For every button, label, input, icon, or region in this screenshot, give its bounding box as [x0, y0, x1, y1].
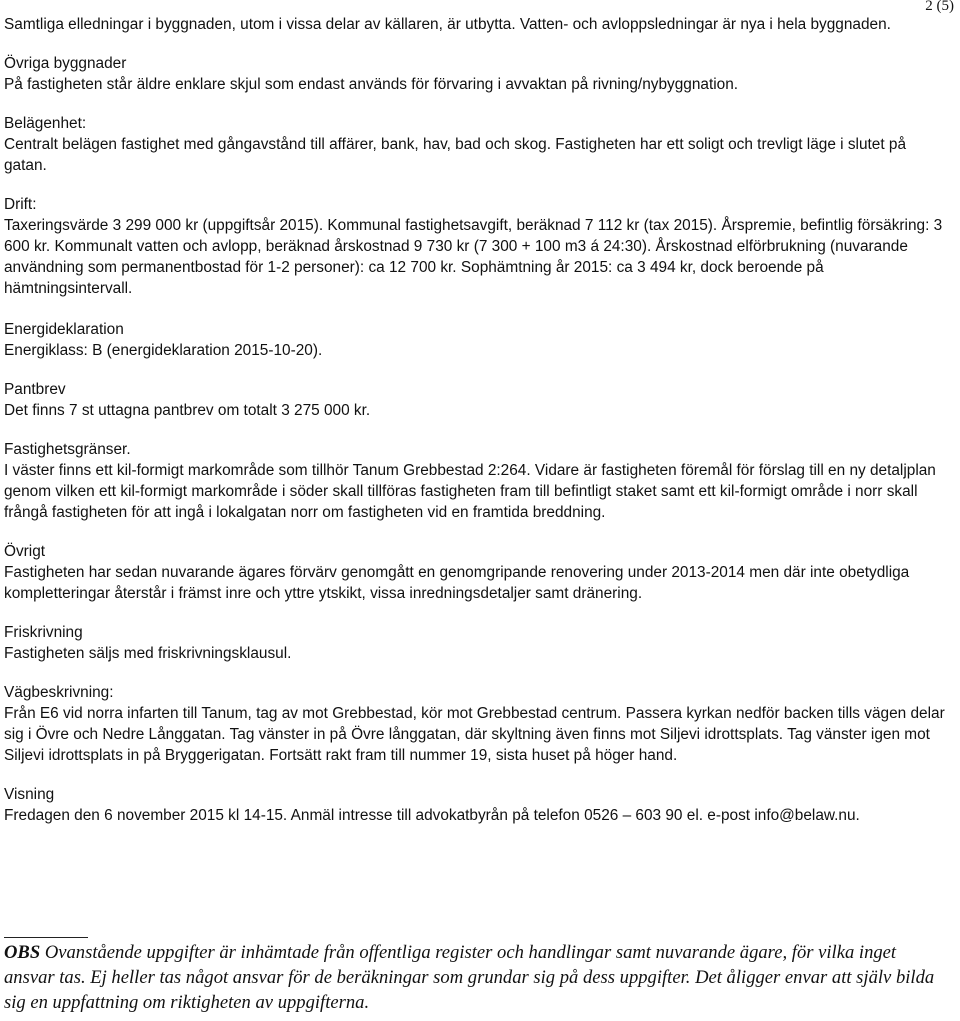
section-heading: Pantbrev	[4, 381, 66, 398]
section-body: På fastigheten står äldre enklare skjul som endast används för förvaring i avvaktan på rivning/nybyggnation.	[4, 76, 739, 93]
section-body: I väster finns ett kil-formigt markområde som tillhör Tanum Grebbestad 2:264. Vidare är fastigheten föremål för förslag till en ny detaljplan genom vilken ett kil-formigt markområde i söder skall tillföras fastigheten fram till befintligt staket samt ett kil-formigt område i norr skall frångå fastigheten för att ingå i lokalgatan norr om fastigheten vid en framtida breddning.	[4, 462, 936, 521]
section-body: Taxeringsvärde 3 299 000 kr (uppgiftsår 2015). Kommunal fastighetsavgift, beräknad 7 112 kr (tax 2015). Årspremie, befintlig försäkring: 3 600 kr. Kommunalt vatten och avlopp, beräknad årskostnad 9 730 kr (7 300 + 100 m3 á 24:30). Årskostnad elförbrukning (nuvarande användning som permanentbostad för 1-2 personer): ca 12 700 kr. Sophämtning år 2015: ca 3 494 kr, dock beroende på hämtningsintervall.	[4, 217, 943, 297]
disclaimer-text: Ovanstående uppgifter är inhämtade från offentliga register och handlingar samt nuvarande ägare, för vilka inget ansvar tas. Ej heller tas något ansvar för de beräkningar som grundar sig på dess uppgifter. Det åligger envar att själv bilda sig en uppfattning om riktigheten av uppgifterna.	[4, 942, 935, 1013]
section-body: Från E6 vid norra infarten till Tanum, tag av mot Grebbestad, kör mot Grebbestad centrum. Passera kyrkan nedför backen tills vägen delar sig i Övre och Nedre Långgatan. Tag vänster in på Övre långgatan, där skyltning även finns mot Siljevi idrottsplats. Tag vänster igen mot Siljevi idrottsplats in på Bryggerigatan. Fortsätt rakt fram till nummer 19, sista huset på höger hand.	[4, 705, 945, 764]
disclaimer-footer	[4, 940, 944, 1015]
section-body: Centralt belägen fastighet med gångavstånd till affärer, bank, hav, bad och skog. Fastigheten har ett soligt och trevligt läge i slutet på gatan.	[4, 136, 907, 174]
section-fastighetsgranser	[4, 439, 952, 523]
intro-paragraph	[4, 14, 952, 35]
section-heading: Fastighetsgränser.	[4, 441, 131, 458]
document-body	[4, 14, 952, 844]
section-body: Fastigheten säljs med friskrivningsklausul.	[4, 645, 292, 662]
section-body: Fredagen den 6 november 2015 kl 14-15. Anmäl intresse till advokatbyrån på telefon 0526 – 603 90 el. e-post info@belaw.nu.	[4, 807, 860, 824]
section-heading: Friskrivning	[4, 624, 83, 641]
section-ovrigt	[4, 541, 952, 604]
intro-text: Samtliga elledningar i byggnaden, utom i vissa delar av källaren, är utbytta. Vatten- och avloppsledningar är nya i hela byggnaden.	[4, 16, 891, 33]
section-body: Det finns 7 st uttagna pantbrev om totalt 3 275 000 kr.	[4, 402, 371, 419]
section-heading: Energideklaration	[4, 321, 124, 338]
obs-label: OBS	[4, 942, 41, 963]
section-drift	[4, 194, 952, 299]
page-number: 2 (5)	[925, 0, 954, 14]
section-heading: Vägbeskrivning:	[4, 684, 114, 701]
section-energideklaration	[4, 319, 952, 361]
footnote-rule	[4, 937, 88, 938]
section-heading: Drift:	[4, 196, 37, 213]
section-visning	[4, 784, 952, 826]
section-body: Fastigheten har sedan nuvarande ägares förvärv genomgått en genomgripande renovering under 2013-2014 men där inte obetydliga kompletteringar återstår i främst inre och yttre ytskikt, vissa inredningsdetaljer samt dränering.	[4, 564, 910, 602]
section-ovriga-byggnader	[4, 53, 952, 95]
section-vagbeskrivning	[4, 682, 952, 766]
section-belagenhet	[4, 113, 952, 176]
section-body: Energiklass: B (energideklaration 2015-10-20).	[4, 342, 323, 359]
section-friskrivning	[4, 622, 952, 664]
section-heading: Visning	[4, 786, 55, 803]
section-heading: Övriga byggnader	[4, 55, 127, 72]
section-heading: Övrigt	[4, 543, 46, 560]
section-pantbrev	[4, 379, 952, 421]
section-heading: Belägenhet:	[4, 115, 87, 132]
